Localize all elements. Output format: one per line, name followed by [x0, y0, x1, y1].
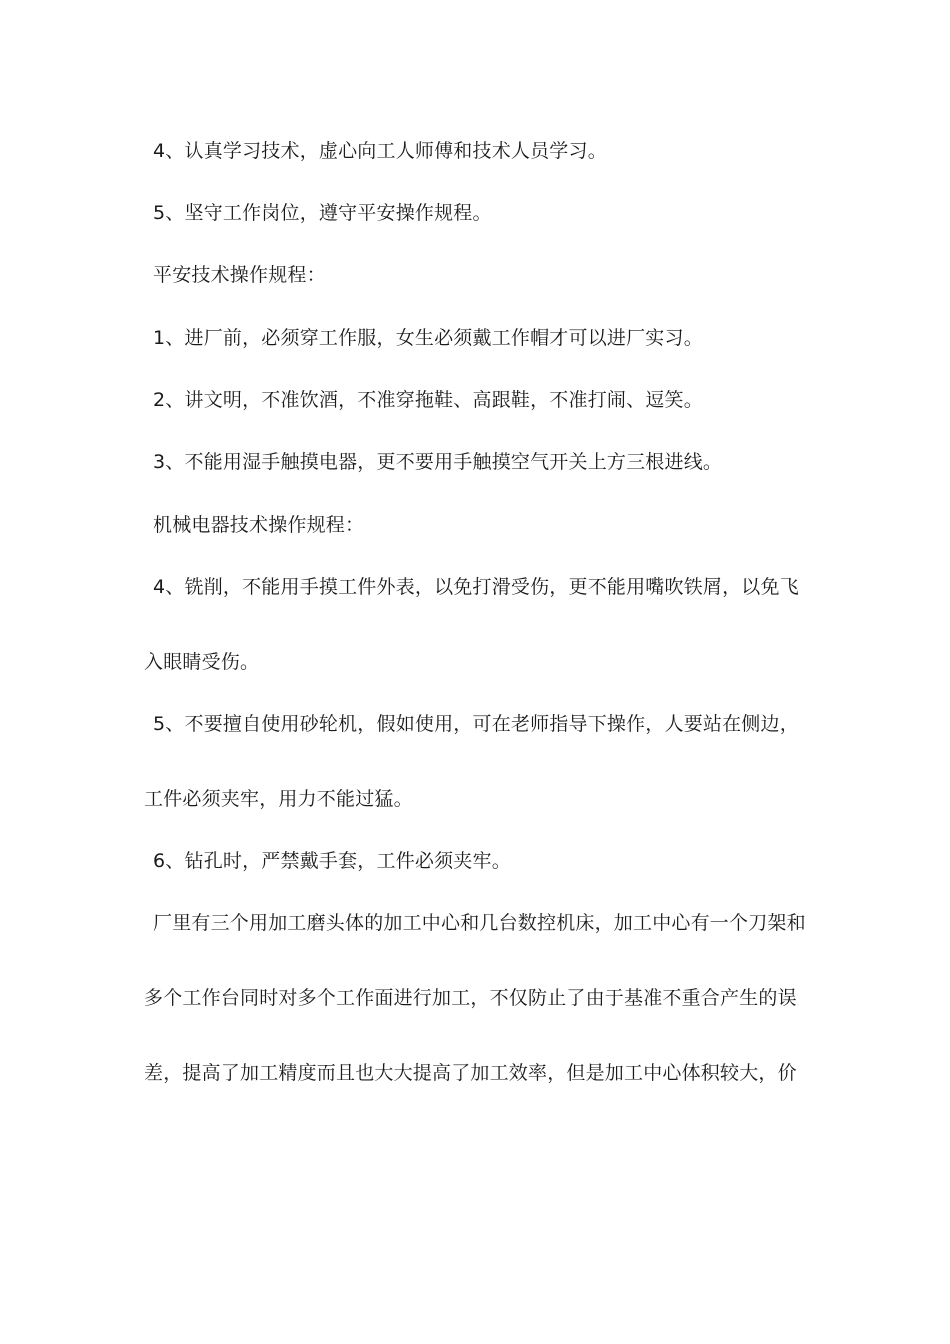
text-line-6: 3、不能用湿手触摸电器，更不要用手触摸空气开关上方三根进线。 [153, 451, 723, 473]
text-line-14: 多个工作台同时对多个工作面进行加工，不仅防止了由于基准不重合产生的误 [144, 987, 797, 1009]
text-line-5: 2、讲文明，不准饮酒，不准穿拖鞋、高跟鞋，不准打闹、逗笑。 [153, 389, 703, 411]
text-line-2: 5、坚守工作岗位，遵守平安操作规程。 [153, 202, 492, 224]
text-line-13: 厂里有三个用加工磨头体的加工中心和几台数控机床，加工中心有一个刀架和 [153, 912, 806, 934]
text-line-4: 1、进厂前，必须穿工作服，女生必须戴工作帽才可以进厂实习。 [153, 327, 703, 349]
text-line-9: 入眼睛受伤。 [144, 651, 260, 673]
text-line-8: 4、铣削，不能用手摸工件外表，以免打滑受伤，更不能用嘴吹铁屑，以免飞 [153, 576, 799, 598]
text-line-1: 4、认真学习技术，虚心向工人师傅和技术人员学习。 [153, 140, 607, 162]
text-line-10: 5、不要擅自使用砂轮机，假如使用，可在老师指导下操作，人要站在侧边， [153, 713, 799, 735]
section-heading-safety: 平安技术操作规程： [153, 264, 326, 286]
section-heading-machinery: 机械电器技术操作规程： [153, 514, 365, 536]
text-line-15: 差，提高了加工精度而且也大大提高了加工效率，但是加工中心体积较大，价 [144, 1062, 797, 1084]
text-line-11: 工件必须夹牢，用力不能过猛。 [144, 788, 413, 810]
text-line-12: 6、钻孔时，严禁戴手套，工件必须夹牢。 [153, 850, 511, 872]
